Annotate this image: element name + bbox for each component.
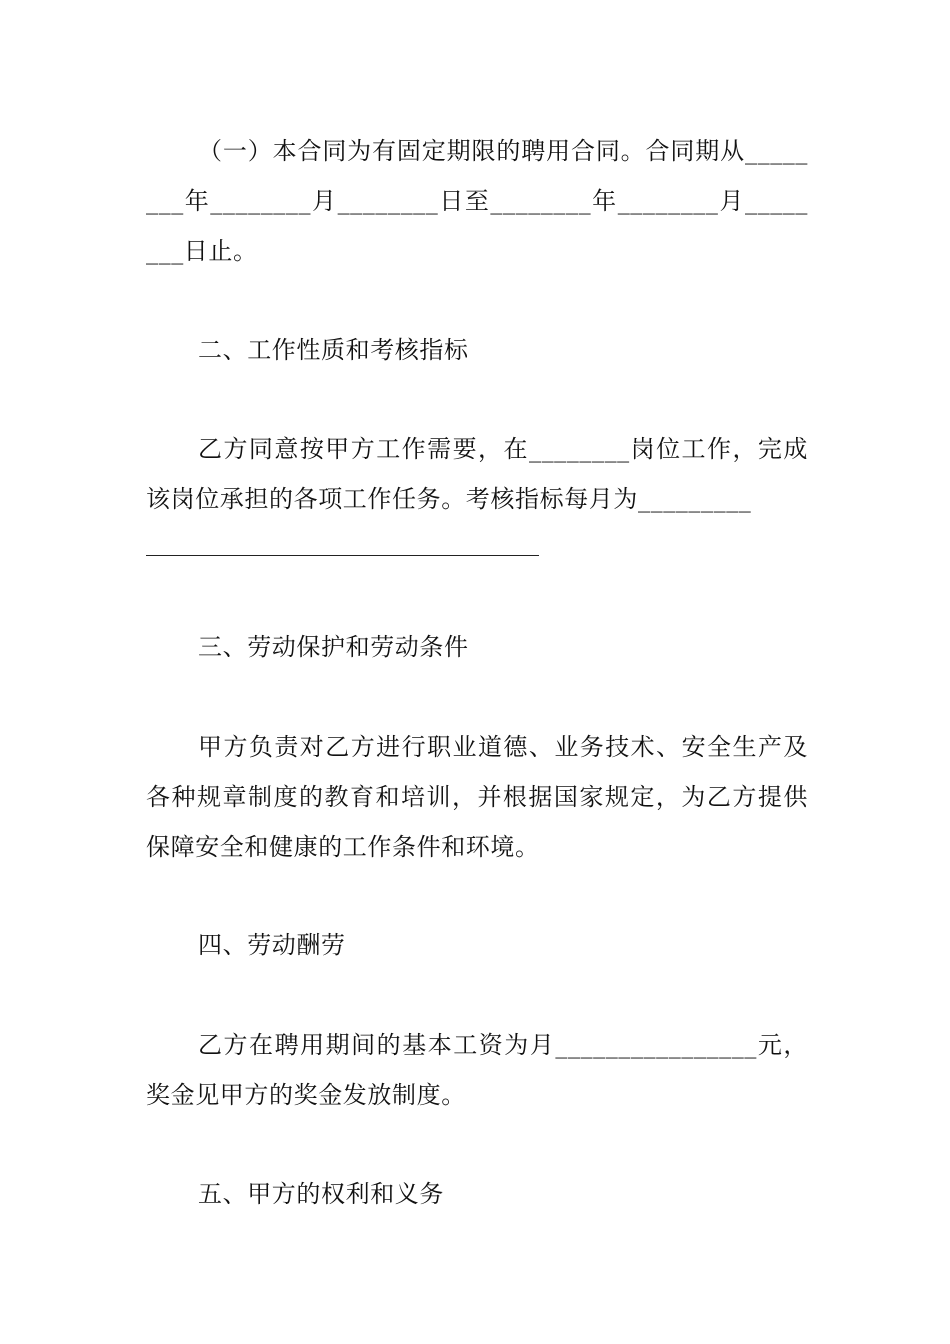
section-heading-work-nature: 二、工作性质和考核指标 [198,336,469,364]
fill-in-blank-line [146,555,539,556]
section-heading-party-a-rights: 五、甲方的权利和义务 [198,1180,444,1208]
labor-protection-paragraph: 甲方负责对乙方进行职业道德、业务技术、安全生产及各种规章制度的教育和培训，并根据国家规定，为乙方提供保障安全和健康的工作条件和环境。 [146,733,808,861]
section-heading-remuneration: 四、劳动酬劳 [198,931,346,959]
contract-term-paragraph: （一）本合同为有固定期限的聘用合同。合同期从________年________月________日至________年________月________日止。 [146,137,808,265]
remuneration-paragraph: 乙方在聘用期间的基本工资为月________________元，奖金见甲方的奖金发放制度。 [146,1031,808,1109]
section-heading-labor-protection: 三、劳动保护和劳动条件 [198,633,469,661]
work-nature-paragraph: 乙方同意按甲方工作需要，在________岗位工作，完成该岗位承担的各项工作任务。考核指标每月为_________ [146,435,808,513]
